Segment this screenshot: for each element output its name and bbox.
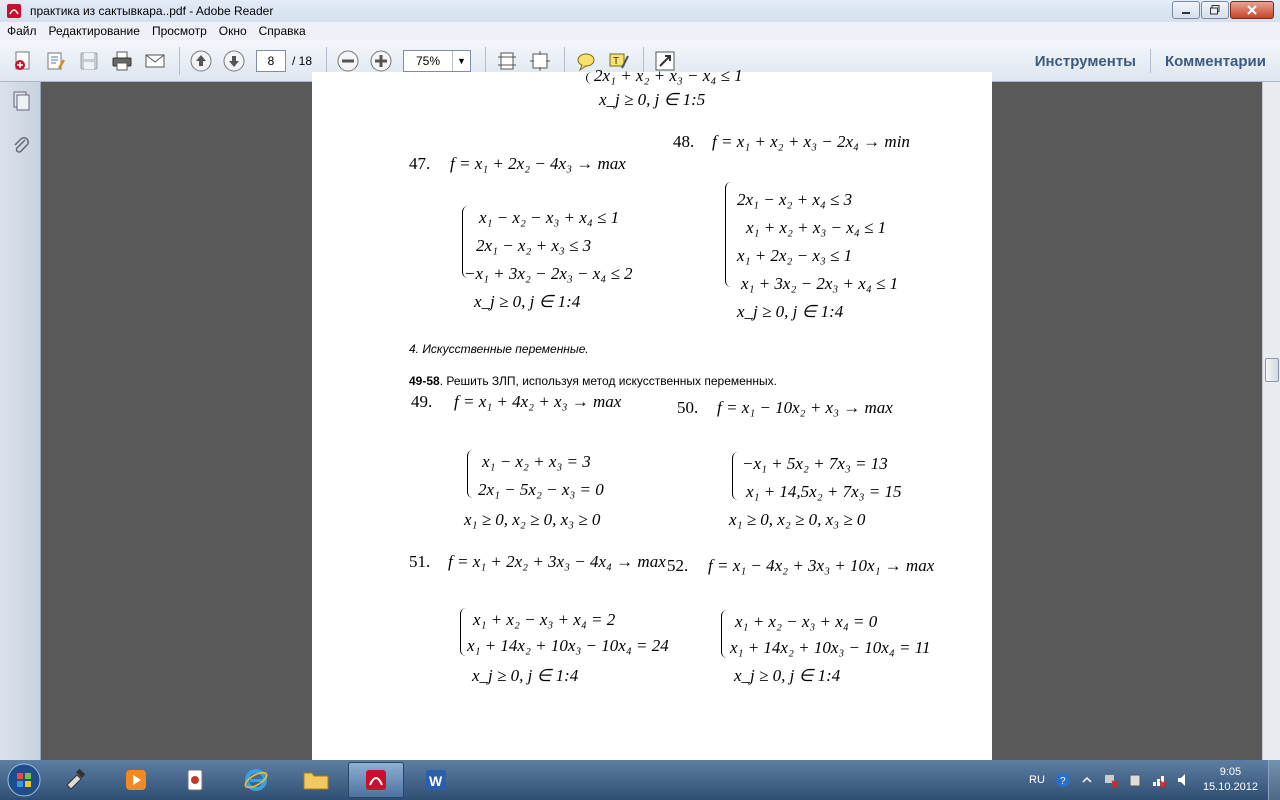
volume-icon[interactable] xyxy=(1175,772,1191,788)
network-icon[interactable] xyxy=(1103,772,1119,788)
problem-49-number: 49. xyxy=(411,392,433,411)
plus-icon xyxy=(369,49,393,73)
show-desktop-button[interactable] xyxy=(1268,760,1280,800)
pdf-page xyxy=(312,66,992,772)
signal-icon[interactable] xyxy=(1151,772,1167,788)
menu-window[interactable]: Окно xyxy=(218,24,247,38)
navigation-panel xyxy=(0,82,41,760)
problem-47-constraint: 2x₁ − x₂ + x₃ ≤ 3 xyxy=(476,236,592,255)
scrollbar-thumb[interactable] xyxy=(1265,358,1279,382)
problem-48-constraint: x₁ + x₂ + x₃ − x₄ ≤ 1 xyxy=(746,218,887,237)
problem-49-condition: x₁ ≥ 0, x₂ ≥ 0, x₃ ≥ 0 xyxy=(464,510,601,529)
document-viewer[interactable] xyxy=(41,66,1262,760)
fit-page-button[interactable] xyxy=(492,46,522,76)
create-pdf-button[interactable] xyxy=(8,46,38,76)
problem-48-constraint: 2x₁ − x₂ + x₄ ≤ 3 xyxy=(737,190,853,209)
clock[interactable] xyxy=(1203,765,1258,795)
taskbar-app-adobe-reader[interactable] xyxy=(348,762,404,798)
windows-start-icon xyxy=(7,763,41,797)
envelope-icon xyxy=(144,50,166,72)
partial-constraint: 2x₁ + x₂ + x₃ − x₄ ≤ 1 xyxy=(594,66,743,85)
page-thumbnails-icon[interactable] xyxy=(10,90,32,112)
clock-time: 9:05 xyxy=(1219,766,1242,778)
zoom-select[interactable] xyxy=(403,50,471,72)
email-button[interactable] xyxy=(140,46,170,76)
problem-47-number: 47. xyxy=(409,154,431,173)
minimize-button[interactable] xyxy=(1172,1,1200,19)
problem-47-constraint: −x₁ + 3x₂ − 2x₃ − x₄ ≤ 2 xyxy=(464,264,633,283)
word-icon xyxy=(423,767,449,793)
page-total: / 18 xyxy=(292,53,313,68)
taskbar-app-media-player[interactable] xyxy=(108,762,164,798)
comments-link[interactable]: Комментарии xyxy=(1164,52,1266,70)
print-button[interactable] xyxy=(107,46,137,76)
system-brace xyxy=(725,182,731,287)
internet-explorer-icon xyxy=(243,767,269,793)
problem-48-condition: x_j ≥ 0, j ∈ 1:4 xyxy=(737,302,844,321)
system-brace xyxy=(460,608,466,656)
problem-47-constraint: x₁ − x₂ − x₃ + x₄ ≤ 1 xyxy=(479,208,620,227)
help-icon[interactable] xyxy=(1055,772,1071,788)
next-page-button[interactable] xyxy=(219,46,249,76)
taskbar-app-tools[interactable] xyxy=(48,762,104,798)
problem-48-number: 48. xyxy=(673,132,695,151)
system-brace xyxy=(721,610,727,658)
problem-50-number: 50. xyxy=(677,398,699,417)
task-range: 49-58 xyxy=(409,374,440,388)
svg-text:?: ? xyxy=(1059,776,1066,787)
problem-51-number: 51. xyxy=(409,552,431,571)
zoom-in-button[interactable] xyxy=(366,46,396,76)
system-brace xyxy=(732,452,738,500)
menu-view[interactable]: Просмотр xyxy=(151,24,207,38)
problem-52-condition: x_j ≥ 0, j ∈ 1:4 xyxy=(734,666,841,685)
folder-icon xyxy=(302,768,330,792)
fit-page-icon xyxy=(496,50,518,72)
svg-text:W: W xyxy=(429,773,443,789)
problem-51-objective: f = x₁ + 2x₂ + 3x₃ − 4x₄ → max xyxy=(448,552,666,571)
problem-50-objective: f = x₁ − 10x₂ + x₃ → max xyxy=(717,398,893,417)
page-number-input[interactable]: 8 xyxy=(256,50,286,72)
task-text: . Решить ЗЛП, используя метод искусственных переменных. xyxy=(439,374,778,388)
problem-50-constraint: −x₁ + 5x₂ + 7x₃ = 13 xyxy=(742,454,888,473)
arrow-up-icon xyxy=(189,49,213,73)
problem-52-number: 52. xyxy=(667,556,689,575)
maximize-button[interactable] xyxy=(1201,1,1229,19)
problem-49-objective: f = x₁ + 4x₂ + x₃ → max xyxy=(454,392,622,411)
problem-51-constraint: x₁ + 14x₂ + 10x₃ − 10x₄ = 24 xyxy=(467,636,669,655)
adobe-reader-icon xyxy=(363,767,389,793)
save-button[interactable] xyxy=(74,46,104,76)
problem-51-constraint: x₁ + x₂ − x₃ + x₄ = 2 xyxy=(473,610,616,629)
language-indicator[interactable]: RU xyxy=(1029,774,1045,786)
minimize-icon xyxy=(1181,5,1191,15)
restore-icon xyxy=(1210,5,1220,15)
tools-link[interactable]: Инструменты xyxy=(1034,52,1136,70)
toolbar-separator xyxy=(179,47,180,75)
cards-game-icon xyxy=(183,767,209,793)
zoom-value: 75% xyxy=(416,53,441,68)
start-button[interactable] xyxy=(4,760,44,800)
save-icon xyxy=(79,51,99,71)
system-tray xyxy=(1029,760,1280,800)
problem-47-objective: f = x₁ + 2x₂ − 4x₃ → max xyxy=(450,154,626,173)
partial-condition: x_j ≥ 0, j ∈ 1:5 xyxy=(599,90,706,109)
attachments-icon[interactable] xyxy=(10,134,32,156)
problem-52-constraint: x₁ + x₂ − x₃ + x₄ = 0 xyxy=(735,612,878,631)
problem-47-condition: x_j ≥ 0, j ∈ 1:4 xyxy=(474,292,581,311)
chevron-up-icon[interactable] xyxy=(1079,772,1095,788)
close-icon xyxy=(1246,4,1258,16)
section-heading: 4. Искусственные переменные. xyxy=(409,342,589,356)
menu-bar xyxy=(0,22,1280,40)
problem-49-constraint: 2x₁ − 5x₂ − x₃ = 0 xyxy=(478,480,604,499)
tools-app-icon xyxy=(63,767,89,793)
minus-icon xyxy=(336,49,360,73)
problem-49-constraint: x₁ − x₂ + x₃ = 3 xyxy=(482,452,591,471)
problem-48-constraint: x₁ + 3x₂ − 2x₃ + x₄ ≤ 1 xyxy=(741,274,899,293)
taskbar-app-explorer[interactable] xyxy=(288,762,344,798)
print-icon xyxy=(111,50,133,72)
device-icon[interactable] xyxy=(1127,772,1143,788)
system-brace xyxy=(586,72,592,84)
create-pdf-icon xyxy=(12,50,34,72)
problem-50-constraint: x₁ + 14,5x₂ + 7x₃ = 15 xyxy=(746,482,902,501)
title-bar xyxy=(0,0,1280,22)
toolbar-separator xyxy=(564,47,565,75)
toolbar-separator xyxy=(485,47,486,75)
window-title: практика из сактывкара..pdf - Adobe Reader xyxy=(30,4,274,18)
taskbar-app-solitaire[interactable] xyxy=(168,762,224,798)
clock-date: 15.10.2012 xyxy=(1202,781,1258,793)
toolbar-right-links xyxy=(1021,40,1280,82)
fit-width-button[interactable] xyxy=(525,46,555,76)
edit-pdf-button[interactable] xyxy=(41,46,71,76)
menu-help[interactable]: Справка xyxy=(258,24,306,38)
problem-50-condition: x₁ ≥ 0, x₂ ≥ 0, x₃ ≥ 0 xyxy=(729,510,866,529)
zoom-out-button[interactable] xyxy=(333,46,363,76)
problem-51-condition: x_j ≥ 0, j ∈ 1:4 xyxy=(472,666,579,685)
adobe-reader-icon xyxy=(6,3,22,19)
fit-width-icon xyxy=(529,50,551,72)
media-player-icon xyxy=(123,767,149,793)
taskbar-app-word[interactable] xyxy=(408,762,464,798)
menu-edit[interactable]: Редактирование xyxy=(48,24,140,38)
previous-page-button[interactable] xyxy=(186,46,216,76)
window-controls xyxy=(1171,1,1274,19)
system-brace xyxy=(467,450,473,498)
arrow-down-icon xyxy=(222,49,246,73)
toolbar-separator xyxy=(326,47,327,75)
chevron-down-icon[interactable]: ▼ xyxy=(452,51,470,71)
problem-52-objective: f = x₁ − 4x₂ + 3x₃ + 10x₁ → max xyxy=(708,556,935,575)
taskbar-app-internet-explorer[interactable] xyxy=(228,762,284,798)
task-description xyxy=(409,374,777,388)
problem-48-objective: f = x₁ + x₂ + x₃ − 2x₄ → min xyxy=(712,132,910,151)
edit-document-icon xyxy=(45,50,67,72)
close-button[interactable] xyxy=(1230,1,1274,19)
menu-file[interactable]: Файл xyxy=(7,24,37,38)
problem-52-constraint: x₁ + 14x₂ + 10x₃ − 10x₄ = 11 xyxy=(730,638,931,657)
svg-text:T: T xyxy=(613,55,620,67)
problem-48-constraint: x₁ + 2x₂ − x₃ ≤ 1 xyxy=(737,246,853,265)
vertical-scrollbar[interactable] xyxy=(1262,82,1280,760)
